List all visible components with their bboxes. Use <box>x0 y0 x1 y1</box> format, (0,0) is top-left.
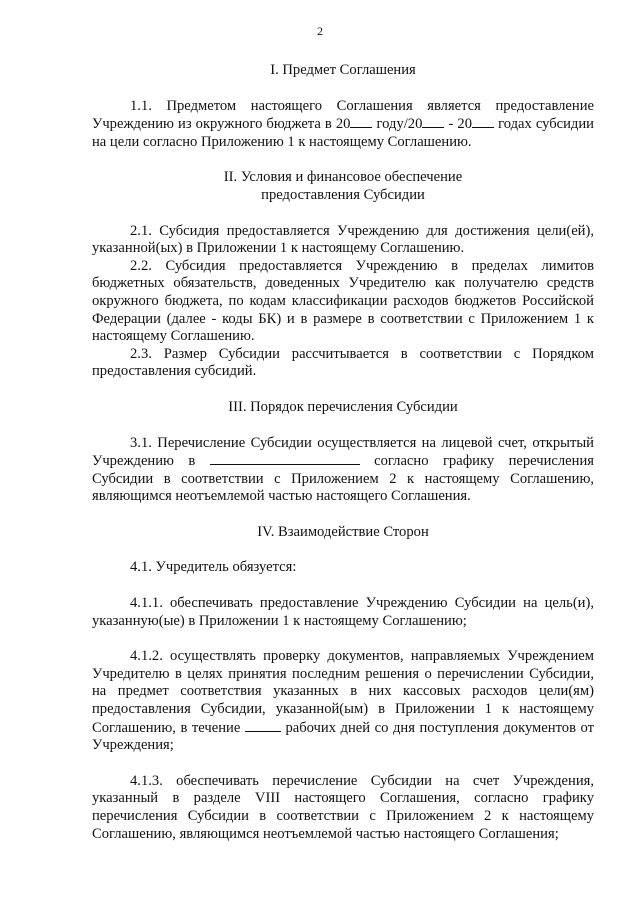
clause-4-1-3: 4.1.3. обеспечивать перечисление Субсидии на счет Учреждения, указанный в разделе VIII настоящего Соглашения, согласно графику перечисления Субсидии в соответствии с Приложением 2 к настоящему Соглашению, являющимся неотъемлемой частью настоящего Соглашения; <box>92 772 594 842</box>
blank-days <box>245 719 281 732</box>
blank-year-1 <box>350 115 372 128</box>
clause-2-1: 2.1. Субсидия предоставляется Учреждению для достижения цели(ей), указанной(ых) в Приложении 1 к настоящему Соглашению. <box>92 222 594 257</box>
blank-year-3 <box>472 115 494 128</box>
section-2-heading-line2: предоставления Субсидии <box>261 186 425 203</box>
clause-4-1: 4.1. Учредитель обязуется: <box>130 559 297 576</box>
blank-treasury-body <box>210 452 360 465</box>
section-2-heading-line1: II. Условия и финансовое обеспечение <box>223 169 463 186</box>
section-3-heading: III. Порядок перечисления Субсидии <box>228 398 458 415</box>
clause-3-1: 3.1. Перечисление Субсидии осуществляется на лицевой счет, открытый Учреждению в согласно графику перечисления Субсидии в соответствии с Приложением 2 к настоящему Соглашению, являющимся неотъемлемой частью настоящего Соглашения. <box>92 434 594 505</box>
page-number: 2 <box>317 24 323 38</box>
blank-year-2 <box>422 115 444 128</box>
section-1-heading: I. Предмет Соглашения <box>270 62 416 78</box>
clause-1-1: 1.1. Предметом настоящего Соглашения является предоставление Учреждению из окружного бюджета в 20 году/20 - 20 годах субсидии на цели согласно Приложению 1 к настоящему Соглашению. <box>92 97 594 150</box>
clause-4-1-1: 4.1.1. обеспечивать предоставление Учреждению Субсидии на цель(и), указанную(ые) в Приложении 1 к настоящему Соглашению; <box>92 595 594 629</box>
clause-2-3: 2.3. Размер Субсидии рассчитывается в соответствии с Порядком предоставления субсидий. <box>92 345 594 380</box>
document-body <box>92 62 594 843</box>
clause-4-1-2: 4.1.2. осуществлять проверку документов, направляемых Учреждением Учредителю в целях принятия последним решения о перечислении Субсидии, на предмет соответствия указанных в них кассовых расходов цели(ям) предоставления Субсидии, указанной(ым) в Приложении 1 к настоящему Соглашению, в течение рабочих дней со дня поступления документов от Учреждения; <box>92 648 594 754</box>
clause-2-2: 2.2. Субсидия предоставляется Учреждению в пределах лимитов бюджетных обязательств, доведенных Учредителю как получателю средств окружного бюджета, по кодам классификации расходов бюджетов Российской Федерации (далее - коды БК) и в размере в соответствии с Приложением 1 к настоящему Соглашению. <box>92 257 594 345</box>
section-4-heading: IV. Взаимодействие Сторон <box>257 523 429 540</box>
